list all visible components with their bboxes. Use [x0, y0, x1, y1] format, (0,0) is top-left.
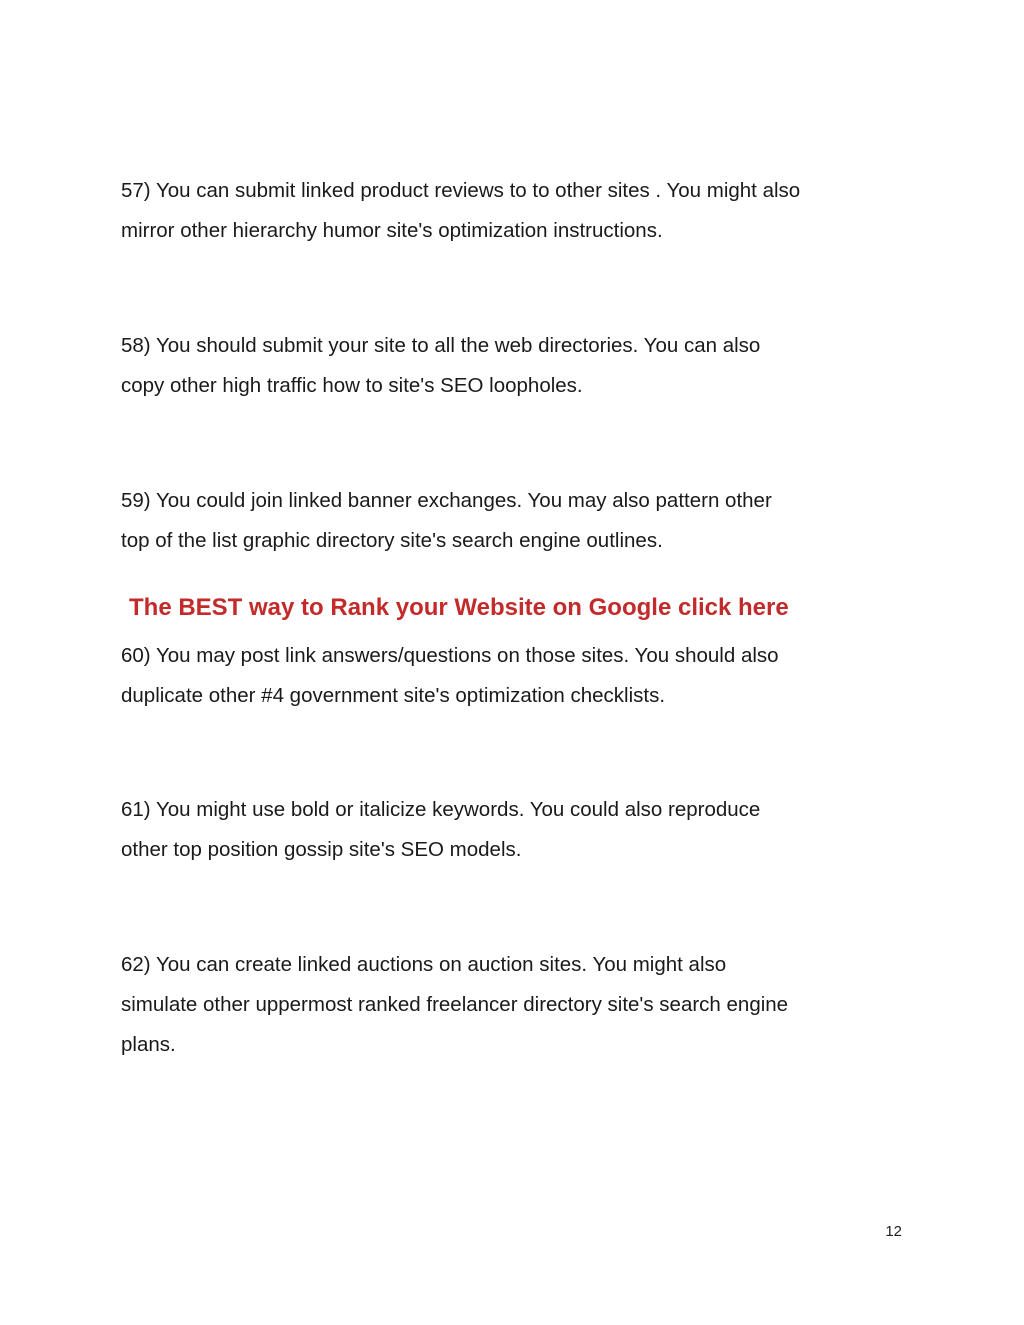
tip-57 — [121, 171, 911, 251]
tip-60 — [121, 636, 911, 716]
tip-59-line-2: top of the list graphic directory site's search engine outlines. — [121, 529, 663, 552]
tip-62-line-2: simulate other uppermost ranked freelancer directory site's search engine — [121, 993, 789, 1016]
tip-61-line-2: other top position gossip site's SEO models. — [121, 838, 522, 861]
tip-60-line-2: duplicate other #4 government site's optimization checklists. — [121, 684, 666, 707]
rank-website-link[interactable]: The BEST way to Rank your Website on Google click here — [129, 594, 789, 621]
tip-59 — [121, 481, 911, 561]
tip-58 — [121, 326, 911, 406]
tip-61-line-1: 61) You might use bold or italicize keywords. You could also reproduce — [121, 798, 761, 821]
tip-58-line-1: 58) You should submit your site to all the web directories. You can also — [121, 334, 761, 357]
page-number: 12 — [885, 1223, 902, 1240]
tip-62 — [121, 945, 911, 1065]
tip-58-line-2: copy other high traffic how to site's SEO loopholes. — [121, 374, 583, 397]
tip-57-line-1: 57) You can submit linked product reviews to to other sites . You might also — [121, 179, 801, 202]
tip-62-line-1: 62) You can create linked auctions on auction sites. You might also — [121, 953, 727, 976]
tip-62-line-3: plans. — [121, 1033, 176, 1056]
tip-57-line-2: mirror other hierarchy humor site's optimization instructions. — [121, 219, 663, 242]
tip-59-line-1: 59) You could join linked banner exchanges. You may also pattern other — [121, 489, 772, 512]
tip-60-line-1: 60) You may post link answers/questions on those sites. You should also — [121, 644, 779, 667]
tip-61 — [121, 790, 911, 870]
